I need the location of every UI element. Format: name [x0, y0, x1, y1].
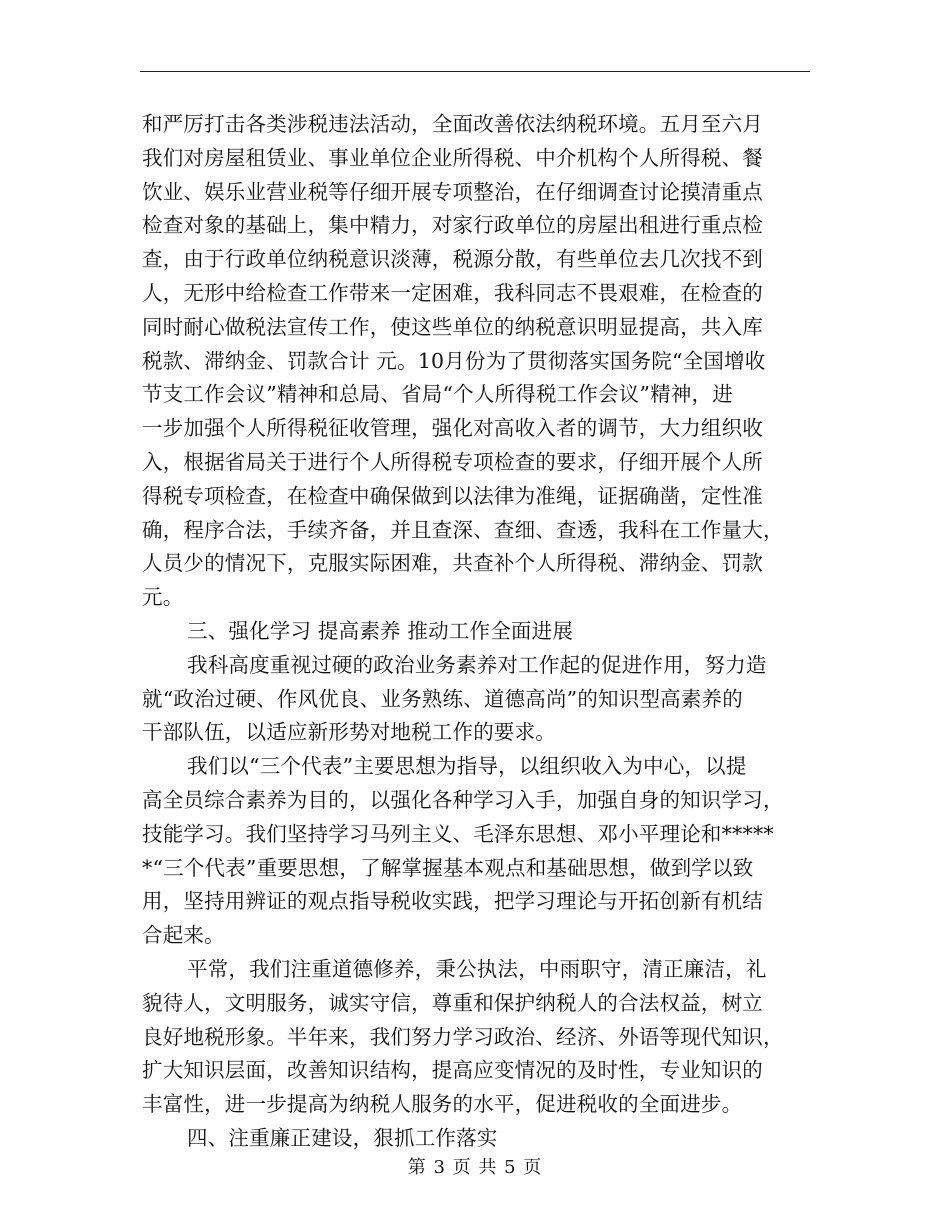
text-line: 干部队伍，以适应新形势对地税工作的要求。 [142, 720, 556, 745]
text-line: 貌待人，文明服务，诚实守信，尊重和保护纳税人的合法权益，树立 [142, 990, 763, 1015]
text-line: 良好地税形象。半年来，我们努力学习政治、经济、外语等现代知识， [142, 1024, 784, 1049]
text-line: 检查对象的基础上，集中精力，对家行政单位的房屋出租进行重点检 [142, 213, 763, 238]
text-line: 饮业、娱乐业营业税等仔细开展专项整治，在仔细调查讨论摸清重点 [142, 179, 763, 204]
text-line: 人员少的情况下，克服实际困难，共查补个人所得税、滞纳金、罚款 [142, 551, 763, 576]
text-line: 元。 [142, 585, 184, 610]
paragraph-start-line: 我科高度重视过硬的政治业务素养对工作起的促进作用，努力造 [187, 652, 767, 677]
text-line: 技能学习。我们坚持学习马列主义、毛泽东思想、邓小平理论和***** [142, 821, 774, 846]
text-line: 用，坚持用辨证的观点指导税收实践，把学习理论与开拓创新有机结 [142, 889, 763, 914]
text-line: 入，根据省局关于进行个人所得税专项检查的要求，仔细开展个人所 [142, 449, 763, 474]
text-line: 得税专项检查，在检查中确保做到以法律为准绳，证据确凿，定性准 [142, 483, 763, 508]
text-line: 同时耐心做税法宣传工作，使这些单位的纳税意识明显提高，共入库 [142, 314, 763, 339]
text-line: 节支工作会议”精神和总局、省局“个人所得税工作会议”精神，进 [142, 382, 733, 407]
paragraph-start-line: 我们以“三个代表”主要思想为指导，以组织收入为中心，以提 [187, 754, 747, 779]
text-line: 丰富性，进一步提高为纳税人服务的水平，促进税收的全面进步。 [142, 1092, 743, 1117]
page-number: 第 3 页 共 5 页 [407, 1157, 543, 1178]
paragraph-start-line: 平常，我们注重道德修养，秉公执法，中雨职守，清正廉洁，礼 [187, 956, 767, 981]
text-line: 高全员综合素养为目的，以强化各种学习入手，加强自身的知识学习， [142, 787, 784, 812]
header-rule [140, 71, 810, 72]
text-line: 一步加强个人所得税征收管理，强化对高收入者的调节，大力组织收 [142, 416, 763, 441]
text-line: *“三个代表”重要思想，了解掌握基本观点和基础思想，做到学以致 [142, 855, 754, 880]
text-line: 我们对房屋租赁业、事业单位企业所得税、中介机构个人所得税、餐 [142, 145, 763, 170]
text-line: 查，由于行政单位纳税意识淡薄，税源分散，有些单位去几次找不到 [142, 247, 763, 272]
text-line: 和严厉打击各类涉税违法活动，全面改善依法纳税环境。五月至六月 [142, 112, 763, 136]
text-line: 合起来。 [142, 923, 225, 948]
text-line: 人，无形中给检查工作带来一定困难，我科同志不畏艰难，在检查的 [142, 280, 763, 305]
text-line: 扩大知识层面，改善知识结构，提高应变情况的及时性，专业知识的 [142, 1058, 763, 1083]
paragraph-start-line: 四、注重廉正建设，狠抓工作落实 [187, 1125, 498, 1150]
document-body [142, 108, 810, 1156]
text-line: 就“政治过硬、作风优良、业务熟练、道德高尚”的知识型高素养的 [142, 686, 743, 711]
text-line: 确，程序合法，手续齐备，并且查深、查细、查透，我科在工作量大， [142, 517, 784, 542]
paragraph-start-line: 三、强化学习 提高素养 推动工作全面进展 [187, 618, 574, 643]
text-line: 税款、滞纳金、罚款合计 元。10月份为了贯彻落实国务院“全国增收 [142, 348, 766, 373]
